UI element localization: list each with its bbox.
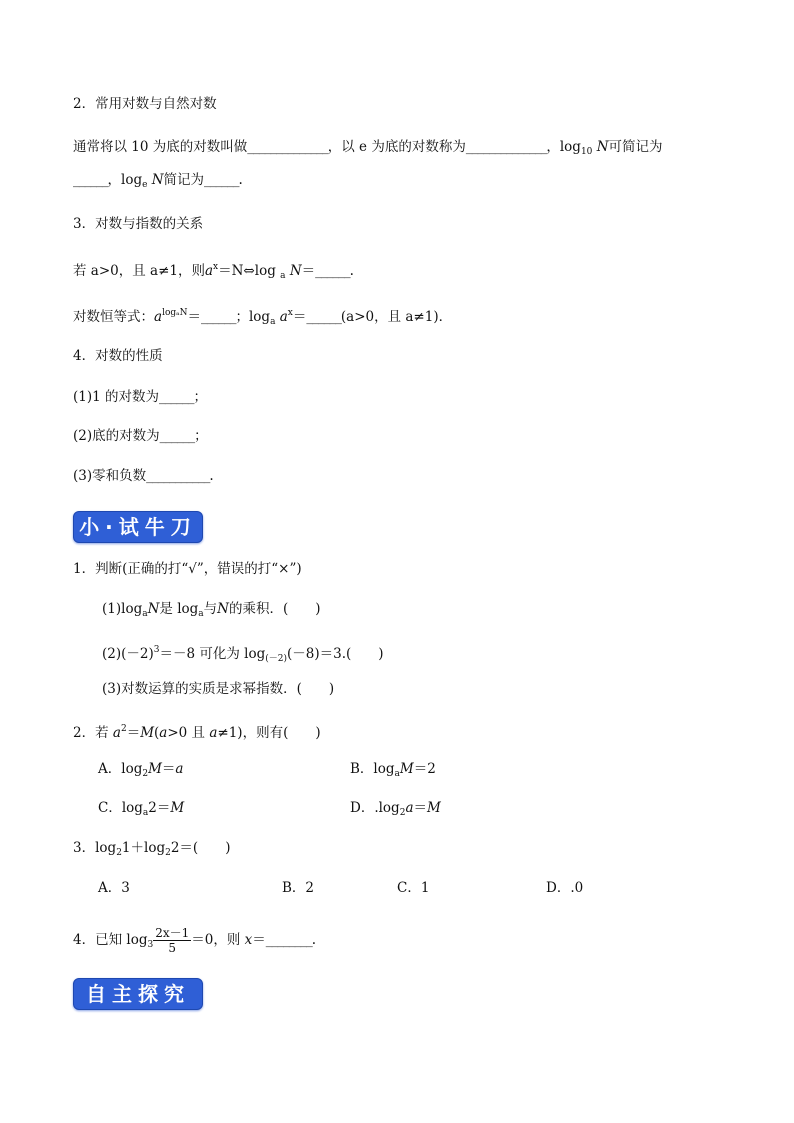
answer-blank[interactable]: ___________ [146,468,210,484]
text-segment: M [170,800,185,816]
text-segment: ＝ [126,725,141,741]
text-segment: 2＝( ) [170,840,231,856]
text-segment: ＝ [301,263,316,279]
text-segment: M [427,800,441,816]
text-segment: a [394,769,400,779]
property-1 [73,387,207,407]
text-segment: 2．常用对数与自然对数 [73,96,217,112]
text-segment: 2 [142,769,149,779]
relation-line [73,257,354,286]
q4-numerator: 2x－1 [155,926,190,940]
text-segment: (3)对数运算的实质是求幂指数．( ) [102,681,335,697]
q3-option-b [282,878,314,898]
q4-var: x [244,932,253,948]
q2-option-a [98,759,183,784]
text-segment: a [209,725,218,741]
text-segment: B．log [350,761,395,777]
q1-3 [102,679,334,699]
text-segment: a [142,609,148,619]
q4-suffix: ＝0，则 [191,932,245,948]
text-segment: (2)底的对数为 [73,428,160,444]
q1-1 [102,599,321,624]
section-badge-explore: 自主探究 [73,978,203,1010]
text-segment: ＝ [413,800,427,816]
text-segment: ＝－8 可化为 log [159,646,266,662]
text-segment: D．.0 [546,880,584,896]
text-segment: e [142,180,148,190]
text-segment: C．1 [397,880,430,896]
q3-option-a [98,878,130,898]
q4-prefix: 4．已知 log [73,932,148,948]
text-segment: 1．判断(正确的打“√”，错误的打“×”) [73,561,302,577]
question-4 [73,926,316,955]
q4-fraction [153,926,191,955]
text-segment: B．2 [282,880,315,896]
text-segment: a [270,317,276,327]
q4-eq: ＝ [252,932,266,948]
text-segment: ； [193,389,208,405]
text-segment: M [399,761,414,777]
text-segment: a [142,808,149,818]
text-segment: 3 [153,645,160,655]
q2-option-d [350,798,441,823]
text-segment: (1)1 的对数为 [73,389,160,405]
common-log-line-2 [73,170,243,195]
text-segment: 简记为 [163,172,205,188]
text-segment: a [279,309,288,325]
q3-option-c [397,878,429,898]
q2-option-b [350,759,436,784]
text-segment: 对数恒等式： [73,309,154,325]
answer-blank[interactable]: ______ [200,309,236,325]
text-segment: 2 [399,808,406,818]
text-segment: x [287,308,293,318]
heading-3 [73,214,203,234]
text-segment: 4．对数的性质 [73,348,163,364]
text-segment: a [280,271,286,281]
text-segment: M [140,725,155,741]
answer-blank[interactable]: ______ [315,263,350,279]
text-segment: logₐN [162,308,188,318]
text-segment: 2．若 [73,725,113,741]
q1-2 [102,640,384,669]
text-segment: ＝ [187,309,201,325]
text-segment: 2 [116,848,122,858]
text-segment: N [217,601,229,617]
answer-blank[interactable]: ______ [306,309,341,325]
text-segment: ＝ [161,761,176,777]
text-segment: ( [154,725,160,741]
answer-blank[interactable]: ______________ [465,139,547,155]
text-segment: A．3 [98,880,130,896]
answer-blank[interactable]: ______ [204,172,239,188]
text-segment: 是 log [159,601,199,617]
text-segment: 2 [165,848,171,858]
heading-2 [73,94,217,114]
text-segment: N [147,601,160,617]
text-segment: 10 [580,147,593,157]
q4-denominator: 5 [168,941,177,955]
identity-line [73,303,452,332]
q1 [73,559,302,579]
q3 [73,838,230,863]
text-segment: 1＋log [121,840,166,856]
text-segment: 通常将以 10 为底的对数叫做 [73,139,248,155]
text-segment: D．.log [350,800,400,816]
q4-end: . [311,932,317,948]
text-segment: a [405,800,414,816]
text-segment: . [238,172,243,188]
text-segment: C．log [98,800,143,816]
answer-blank[interactable]: ______________ [247,139,328,155]
section-badge-practice: 小·试牛刀 [73,511,203,543]
text-segment: N [151,172,164,188]
q2-option-c [98,798,184,823]
answer-blank[interactable]: ______ [159,389,194,405]
q4-base: 3 [147,940,154,950]
property-2 [73,426,208,446]
text-segment: (1)log [102,601,143,617]
text-segment: ； [194,428,208,444]
text-segment: ，以 e 为底的对数称为 [327,139,466,155]
text-segment: (3)零和负数 [73,468,147,484]
text-segment: x [213,262,219,272]
text-segment: . [349,263,354,279]
text-segment: ＝ [292,309,307,325]
text-segment: a [159,725,168,741]
text-segment: 3．对数与指数的关系 [73,216,204,232]
text-segment: ＝2 [413,761,436,777]
text-segment: a [175,761,184,777]
answer-blank[interactable]: ______ [159,428,195,444]
text-segment: 的乘积．( ) [228,601,321,617]
text-segment: A．log [98,761,143,777]
text-segment: ；log [235,309,271,325]
text-segment: a [204,263,214,279]
text-segment: 2＝ [148,800,171,816]
text-segment: 2 [120,724,127,734]
text-segment: N [596,139,609,155]
text-segment: (－8)＝3.( ) [287,646,384,662]
text-segment: ，log [546,139,581,155]
text-segment: ＝N⇔log [218,263,281,279]
property-3 [73,466,214,486]
text-segment: M [148,761,162,777]
text-segment: a [112,725,121,741]
common-log-line [73,137,663,162]
text-segment: a [198,609,204,619]
text-segment: 3．log [73,840,117,856]
text-segment: 与 [203,601,218,617]
answer-blank[interactable]: ______ [73,172,108,188]
text-segment: >0 且 [167,725,210,741]
q3-option-d [546,878,583,898]
text-segment: 可简记为 [608,139,663,155]
answer-blank[interactable]: ________ [265,932,312,948]
heading-4 [73,346,163,366]
text-segment: (－2) [265,654,287,664]
text-segment: ，log [107,172,143,188]
text-segment: N [289,263,302,279]
q2 [73,719,321,743]
text-segment: 若 a>0，且 a≠1，则 [73,263,205,279]
text-segment: (2)(－2) [102,646,154,662]
text-segment: ≠1)，则有( ) [217,725,321,741]
text-segment: . [209,468,214,484]
text-segment: a [154,309,163,325]
text-segment: (a>0，且 a≠1)． [340,309,453,325]
